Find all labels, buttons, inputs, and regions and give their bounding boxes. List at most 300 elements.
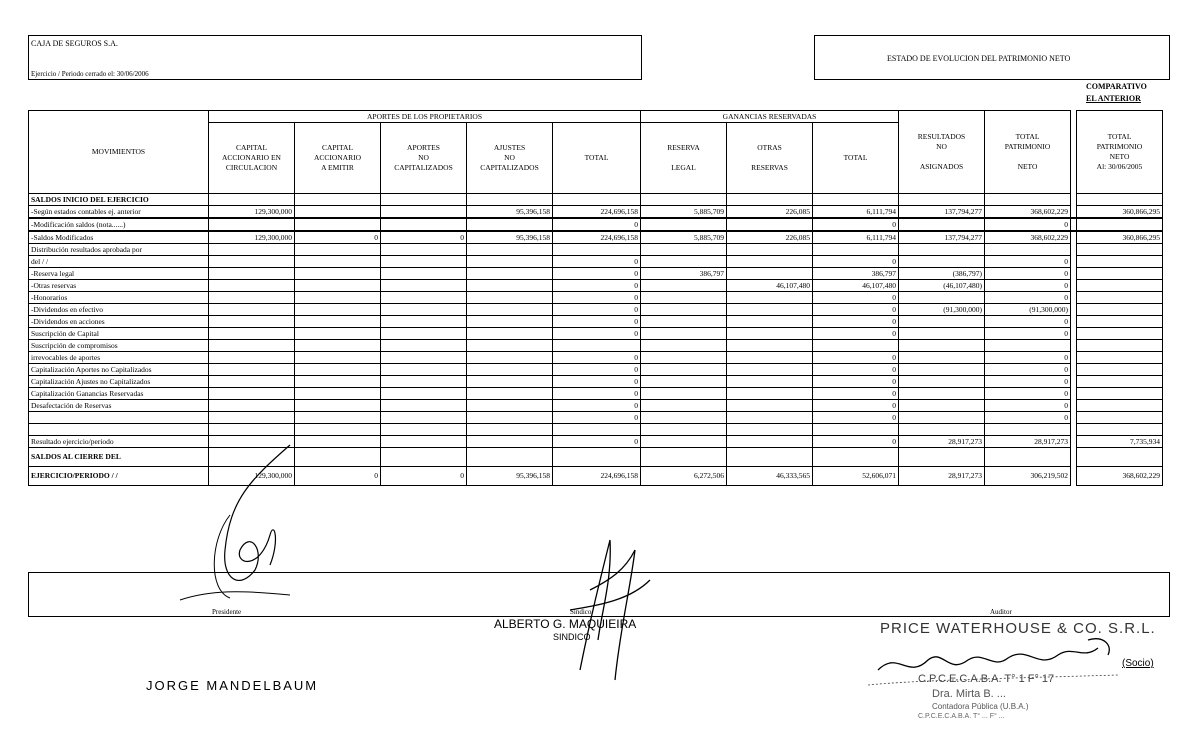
cell-value: 0 bbox=[813, 218, 899, 231]
cell-value bbox=[209, 388, 295, 400]
cell-value: 0 bbox=[985, 218, 1071, 231]
sindico-signature bbox=[540, 520, 660, 690]
cell-value bbox=[899, 448, 985, 467]
row-label: del / / bbox=[29, 256, 209, 268]
cell-value bbox=[641, 218, 727, 231]
table-row bbox=[29, 292, 1163, 304]
company-name: CAJA DE SEGUROS S.A. bbox=[31, 39, 118, 48]
cell-value bbox=[899, 424, 985, 436]
table-row bbox=[29, 340, 1163, 352]
cell-value bbox=[381, 304, 467, 316]
cell-value bbox=[727, 316, 813, 328]
cell-value: 368,602,229 bbox=[985, 206, 1071, 219]
header-otras-reservas: OTRAS RESERVAS bbox=[727, 123, 813, 194]
cell-value: 46,333,565 bbox=[727, 467, 813, 486]
cell-value bbox=[467, 448, 553, 467]
cell-value bbox=[727, 244, 813, 256]
cell-value bbox=[899, 316, 985, 328]
cell-value bbox=[209, 328, 295, 340]
cell-value bbox=[467, 268, 553, 280]
cell-value: (91,300,000) bbox=[985, 304, 1071, 316]
cell-value bbox=[381, 352, 467, 364]
cell-value: 0 bbox=[813, 364, 899, 376]
cell-value bbox=[1077, 218, 1163, 231]
cell-value: 0 bbox=[813, 388, 899, 400]
cell-value bbox=[295, 400, 381, 412]
cell-value bbox=[381, 424, 467, 436]
row-label: -Reserva legal bbox=[29, 268, 209, 280]
cell-value: 137,794,277 bbox=[899, 231, 985, 244]
cell-value: 226,085 bbox=[727, 206, 813, 219]
cell-value: 0 bbox=[813, 256, 899, 268]
cell-value bbox=[295, 376, 381, 388]
cell-value: 0 bbox=[553, 328, 641, 340]
cell-value bbox=[813, 340, 899, 352]
cell-value bbox=[467, 244, 553, 256]
cell-value bbox=[381, 448, 467, 467]
table-row bbox=[29, 304, 1163, 316]
cell-value bbox=[727, 400, 813, 412]
cell-value: 0 bbox=[553, 218, 641, 231]
header-ajustes: AJUSTES NO CAPITALIZADOS bbox=[467, 123, 553, 194]
title-box bbox=[814, 35, 1170, 80]
cell-value: (91,300,000) bbox=[899, 304, 985, 316]
cell-value bbox=[727, 448, 813, 467]
cell-value: (46,107,480) bbox=[899, 280, 985, 292]
cell-value bbox=[1077, 364, 1163, 376]
cell-value: 95,396,158 bbox=[467, 467, 553, 486]
header-reserva-legal: RESERVA LEGAL bbox=[641, 123, 727, 194]
auditor-label: Auditor bbox=[990, 608, 1012, 616]
row-label: -Honorarios bbox=[29, 292, 209, 304]
cell-value bbox=[1077, 280, 1163, 292]
cell-value bbox=[381, 218, 467, 231]
cell-value bbox=[467, 376, 553, 388]
cell-value: 0 bbox=[985, 412, 1071, 424]
cell-value bbox=[727, 256, 813, 268]
cell-value: 0 bbox=[553, 412, 641, 424]
presidente-label: Presidente bbox=[212, 608, 242, 616]
cell-value bbox=[381, 292, 467, 304]
row-label: SALDOS AL CIERRE DEL bbox=[29, 448, 209, 467]
cell-value bbox=[1077, 244, 1163, 256]
cell-value bbox=[899, 412, 985, 424]
cell-value: 6,111,794 bbox=[813, 231, 899, 244]
sindico-name: ALBERTO G. MAQUIEIRA bbox=[494, 617, 637, 631]
cell-value bbox=[381, 268, 467, 280]
cell-value bbox=[641, 280, 727, 292]
cell-value bbox=[295, 328, 381, 340]
cell-value bbox=[813, 244, 899, 256]
table-row bbox=[29, 218, 1163, 231]
cell-value bbox=[295, 194, 381, 206]
cell-value bbox=[641, 194, 727, 206]
cell-value: 0 bbox=[985, 388, 1071, 400]
cell-value bbox=[381, 364, 467, 376]
cell-value: 0 bbox=[813, 436, 899, 448]
cell-value: 0 bbox=[813, 400, 899, 412]
cell-value: 129,300,000 bbox=[209, 206, 295, 219]
cell-value bbox=[209, 352, 295, 364]
cell-value bbox=[727, 304, 813, 316]
cell-value bbox=[467, 304, 553, 316]
el-anterior-label: EL ANTERIOR bbox=[1086, 94, 1141, 103]
cell-value bbox=[727, 388, 813, 400]
cell-value bbox=[295, 280, 381, 292]
auditor-title: Contadora Pública (U.B.A.) bbox=[932, 702, 1029, 711]
table-row bbox=[29, 244, 1163, 256]
cell-value bbox=[1077, 292, 1163, 304]
cell-value: 386,797 bbox=[813, 268, 899, 280]
row-label: SALDOS INICIO DEL EJERCICIO bbox=[29, 194, 209, 206]
cell-value bbox=[467, 256, 553, 268]
cell-value: 0 bbox=[295, 467, 381, 486]
table-row bbox=[29, 376, 1163, 388]
cell-value bbox=[899, 376, 985, 388]
cell-value bbox=[209, 256, 295, 268]
row-label: Capitalización Ganancias Reservadas bbox=[29, 388, 209, 400]
cell-value bbox=[727, 352, 813, 364]
cell-value bbox=[295, 340, 381, 352]
cell-value bbox=[985, 424, 1071, 436]
cell-value bbox=[641, 364, 727, 376]
cell-value bbox=[1077, 194, 1163, 206]
auditor-firm: PRICE WATERHOUSE & CO. S.R.L. bbox=[880, 620, 1156, 637]
cell-value bbox=[1077, 376, 1163, 388]
cell-value: 224,696,158 bbox=[553, 467, 641, 486]
cell-value: 0 bbox=[985, 256, 1071, 268]
header-total-ganancias: TOTAL bbox=[813, 123, 899, 194]
cell-value: 0 bbox=[813, 316, 899, 328]
cell-value bbox=[727, 436, 813, 448]
cell-value bbox=[641, 292, 727, 304]
cell-value bbox=[985, 340, 1071, 352]
cell-value bbox=[295, 352, 381, 364]
cell-value bbox=[381, 400, 467, 412]
row-label: Distribución resultados aprobada por bbox=[29, 244, 209, 256]
cell-value bbox=[727, 268, 813, 280]
cell-value bbox=[381, 244, 467, 256]
cell-value: 0 bbox=[553, 268, 641, 280]
cell-value: 368,602,229 bbox=[985, 231, 1071, 244]
cell-value bbox=[467, 218, 553, 231]
cell-value bbox=[813, 194, 899, 206]
cell-value bbox=[381, 280, 467, 292]
cell-value bbox=[467, 328, 553, 340]
cell-value: 0 bbox=[985, 352, 1071, 364]
president-signature bbox=[170, 440, 310, 610]
auditor-reg: C.P.C.E.C.A.B.A. T° ... F° ... bbox=[918, 713, 1005, 720]
cell-value: 46,107,480 bbox=[813, 280, 899, 292]
cell-value bbox=[295, 412, 381, 424]
cell-value bbox=[467, 292, 553, 304]
cell-value bbox=[553, 448, 641, 467]
cell-value bbox=[467, 424, 553, 436]
cell-value bbox=[899, 292, 985, 304]
cell-value: 0 bbox=[813, 376, 899, 388]
cell-value: 46,107,480 bbox=[727, 280, 813, 292]
cell-value: 129,300,000 bbox=[209, 231, 295, 244]
cell-value bbox=[381, 412, 467, 424]
cell-value bbox=[209, 424, 295, 436]
cell-value bbox=[727, 424, 813, 436]
cell-value: 0 bbox=[553, 316, 641, 328]
cell-value: 7,735,934 bbox=[1077, 436, 1163, 448]
row-label: Suscripción de compromisos bbox=[29, 340, 209, 352]
cell-value: 0 bbox=[985, 400, 1071, 412]
cell-value bbox=[209, 292, 295, 304]
cell-value: 0 bbox=[813, 304, 899, 316]
cell-value bbox=[641, 328, 727, 340]
row-label: -Según estados contables ej. anterior bbox=[29, 206, 209, 219]
cell-value bbox=[295, 424, 381, 436]
cell-value: (386,797) bbox=[899, 268, 985, 280]
header-aportes: APORTES DE LOS PROPIETARIOS bbox=[209, 111, 641, 123]
cell-value: 95,396,158 bbox=[467, 231, 553, 244]
cell-value: 0 bbox=[553, 280, 641, 292]
row-label: EJERCICIO/PERIODO / / bbox=[29, 467, 209, 486]
cell-value bbox=[727, 376, 813, 388]
cell-value bbox=[381, 388, 467, 400]
table-row bbox=[29, 231, 1163, 244]
cell-value bbox=[381, 256, 467, 268]
table-row bbox=[29, 206, 1163, 219]
cell-value bbox=[641, 412, 727, 424]
auditor-signature bbox=[858, 630, 1138, 700]
header-movimientos: MOVIMIENTOS bbox=[29, 111, 209, 194]
cell-value bbox=[1077, 340, 1163, 352]
cell-value bbox=[553, 244, 641, 256]
cell-value: 0 bbox=[553, 400, 641, 412]
row-label: -Dividendos en acciones bbox=[29, 316, 209, 328]
table-row bbox=[29, 388, 1163, 400]
cell-value: 0 bbox=[985, 376, 1071, 388]
row-label: irrevocables de aportes bbox=[29, 352, 209, 364]
cell-value: 5,885,709 bbox=[641, 206, 727, 219]
cell-value bbox=[1077, 316, 1163, 328]
cell-value bbox=[641, 316, 727, 328]
cell-value bbox=[295, 218, 381, 231]
cell-value bbox=[295, 304, 381, 316]
cell-value bbox=[641, 352, 727, 364]
cell-value bbox=[209, 316, 295, 328]
cell-value bbox=[295, 244, 381, 256]
cell-value: 0 bbox=[985, 328, 1071, 340]
cell-value bbox=[467, 400, 553, 412]
cell-value bbox=[381, 206, 467, 219]
cell-value: 0 bbox=[553, 292, 641, 304]
cell-value bbox=[295, 206, 381, 219]
cell-value bbox=[209, 304, 295, 316]
cell-value: 226,085 bbox=[727, 231, 813, 244]
cell-value bbox=[295, 268, 381, 280]
sindico-stamp: SINDICO bbox=[553, 632, 591, 642]
cell-value bbox=[727, 364, 813, 376]
cell-value bbox=[1077, 268, 1163, 280]
cell-value bbox=[381, 340, 467, 352]
cell-value bbox=[1077, 328, 1163, 340]
cell-value bbox=[209, 340, 295, 352]
cell-value bbox=[727, 328, 813, 340]
cell-value: 224,696,158 bbox=[553, 231, 641, 244]
cell-value bbox=[209, 194, 295, 206]
cell-value bbox=[381, 316, 467, 328]
report-title: ESTADO DE EVOLUCION DEL PATRIMONIO NETO bbox=[887, 54, 1071, 63]
table-row bbox=[29, 268, 1163, 280]
cell-value bbox=[899, 244, 985, 256]
header-total-aportes: TOTAL bbox=[553, 123, 641, 194]
row-label: Resultado ejercicio/periodo bbox=[29, 436, 209, 448]
cell-value: 0 bbox=[553, 388, 641, 400]
cell-value bbox=[209, 412, 295, 424]
cell-value: 95,396,158 bbox=[467, 206, 553, 219]
sindico-label: Sindico bbox=[570, 608, 592, 616]
row-label bbox=[29, 412, 209, 424]
cell-value bbox=[1077, 412, 1163, 424]
header-total-pn: TOTAL PATRIMONIO NETO bbox=[985, 111, 1071, 194]
cell-value bbox=[381, 194, 467, 206]
cell-value: 52,606,071 bbox=[813, 467, 899, 486]
cell-value bbox=[1077, 424, 1163, 436]
table-row bbox=[29, 364, 1163, 376]
cell-value bbox=[209, 268, 295, 280]
cell-value: 0 bbox=[813, 412, 899, 424]
row-label: -Otras reservas bbox=[29, 280, 209, 292]
cell-value bbox=[641, 304, 727, 316]
table-row bbox=[29, 280, 1163, 292]
cell-value bbox=[641, 400, 727, 412]
row-label: Capitalización Ajustes no Capitalizados bbox=[29, 376, 209, 388]
cell-value bbox=[641, 448, 727, 467]
cell-value bbox=[641, 376, 727, 388]
cell-value bbox=[899, 352, 985, 364]
cell-value bbox=[209, 280, 295, 292]
cell-value bbox=[641, 244, 727, 256]
cell-value bbox=[467, 340, 553, 352]
cell-value bbox=[553, 424, 641, 436]
header-resultados: RESULTADOS NO ASIGNADOS bbox=[899, 111, 985, 194]
cell-value bbox=[295, 388, 381, 400]
cell-value: 368,602,229 bbox=[1077, 467, 1163, 486]
table-row bbox=[29, 412, 1163, 424]
cell-value: 360,866,295 bbox=[1077, 231, 1163, 244]
cell-value bbox=[727, 412, 813, 424]
cell-value: 28,917,273 bbox=[899, 436, 985, 448]
cell-value bbox=[899, 194, 985, 206]
cell-value bbox=[1077, 400, 1163, 412]
cell-value: 0 bbox=[985, 316, 1071, 328]
cell-value bbox=[899, 340, 985, 352]
header-cap-emitir: CAPITAL ACCIONARIO A EMITIR bbox=[295, 123, 381, 194]
cell-value bbox=[985, 448, 1071, 467]
cell-value bbox=[381, 436, 467, 448]
cell-value: 224,696,158 bbox=[553, 206, 641, 219]
cell-value: 0 bbox=[813, 328, 899, 340]
cell-value: 0 bbox=[813, 292, 899, 304]
cell-value bbox=[467, 412, 553, 424]
table-row bbox=[29, 352, 1163, 364]
cell-value bbox=[1077, 304, 1163, 316]
period-label: Ejercicio / Periodo cerrado el: 30/06/2006 bbox=[31, 70, 149, 78]
table-row bbox=[29, 424, 1163, 436]
cell-value: 0 bbox=[985, 364, 1071, 376]
cell-value bbox=[209, 364, 295, 376]
cell-value bbox=[1077, 352, 1163, 364]
row-label: Suscripción de Capital bbox=[29, 328, 209, 340]
cell-value bbox=[467, 316, 553, 328]
auditor-name: Dra. Mirta B. ... bbox=[932, 688, 1006, 700]
cell-value: 0 bbox=[985, 268, 1071, 280]
cell-value bbox=[295, 316, 381, 328]
cell-value bbox=[641, 436, 727, 448]
cell-value: 0 bbox=[985, 292, 1071, 304]
cell-value bbox=[467, 280, 553, 292]
cell-value bbox=[899, 218, 985, 231]
cell-value: 0 bbox=[381, 231, 467, 244]
auditor-socio: (Socio) bbox=[1122, 658, 1154, 669]
cell-value bbox=[209, 400, 295, 412]
cell-value bbox=[641, 388, 727, 400]
table-row bbox=[29, 194, 1163, 206]
cell-value: 0 bbox=[553, 256, 641, 268]
cell-value: 0 bbox=[553, 376, 641, 388]
cell-value: 0 bbox=[381, 467, 467, 486]
cell-value bbox=[467, 194, 553, 206]
comparativo-label: COMPARATIVO bbox=[1086, 82, 1147, 91]
cell-value bbox=[1077, 448, 1163, 467]
cell-value bbox=[899, 400, 985, 412]
cell-value bbox=[727, 194, 813, 206]
cell-value: 0 bbox=[553, 364, 641, 376]
header-total-prev: TOTAL PATRIMONIO NETO Al: 30/06/2005 bbox=[1077, 111, 1163, 194]
cell-value bbox=[641, 424, 727, 436]
cell-value bbox=[209, 244, 295, 256]
cell-value bbox=[641, 340, 727, 352]
cell-value bbox=[295, 292, 381, 304]
cell-value: 306,219,502 bbox=[985, 467, 1071, 486]
table-row bbox=[29, 256, 1163, 268]
cell-value: 0 bbox=[553, 436, 641, 448]
cell-value bbox=[899, 388, 985, 400]
row-label: -Dividendos en efectivo bbox=[29, 304, 209, 316]
cell-value bbox=[381, 328, 467, 340]
cell-value bbox=[1077, 388, 1163, 400]
table-row bbox=[29, 400, 1163, 412]
cell-value bbox=[985, 244, 1071, 256]
cell-value bbox=[295, 364, 381, 376]
auditor-cpce: C.P.C.E.C.A.B.A. T° 1 F° 17 bbox=[918, 673, 1055, 685]
row-label bbox=[29, 424, 209, 436]
cell-value bbox=[641, 256, 727, 268]
row-label: Capitalización Aportes no Capitalizados bbox=[29, 364, 209, 376]
cell-value bbox=[467, 364, 553, 376]
cell-value bbox=[467, 352, 553, 364]
cell-value bbox=[899, 364, 985, 376]
cell-value bbox=[727, 292, 813, 304]
table-row bbox=[29, 328, 1163, 340]
cell-value bbox=[553, 340, 641, 352]
row-label: Desafectación de Reservas bbox=[29, 400, 209, 412]
cell-value: 386,797 bbox=[641, 268, 727, 280]
company-box bbox=[28, 35, 642, 80]
cell-value bbox=[209, 218, 295, 231]
cell-value bbox=[295, 256, 381, 268]
cell-value bbox=[1077, 256, 1163, 268]
header-ganancias: GANANCIAS RESERVADAS bbox=[641, 111, 899, 123]
cell-value bbox=[209, 376, 295, 388]
header-cap-circ: CAPITAL ACCIONARIO EN CIRCULACION bbox=[209, 123, 295, 194]
president-name: JORGE MANDELBAUM bbox=[146, 678, 319, 693]
